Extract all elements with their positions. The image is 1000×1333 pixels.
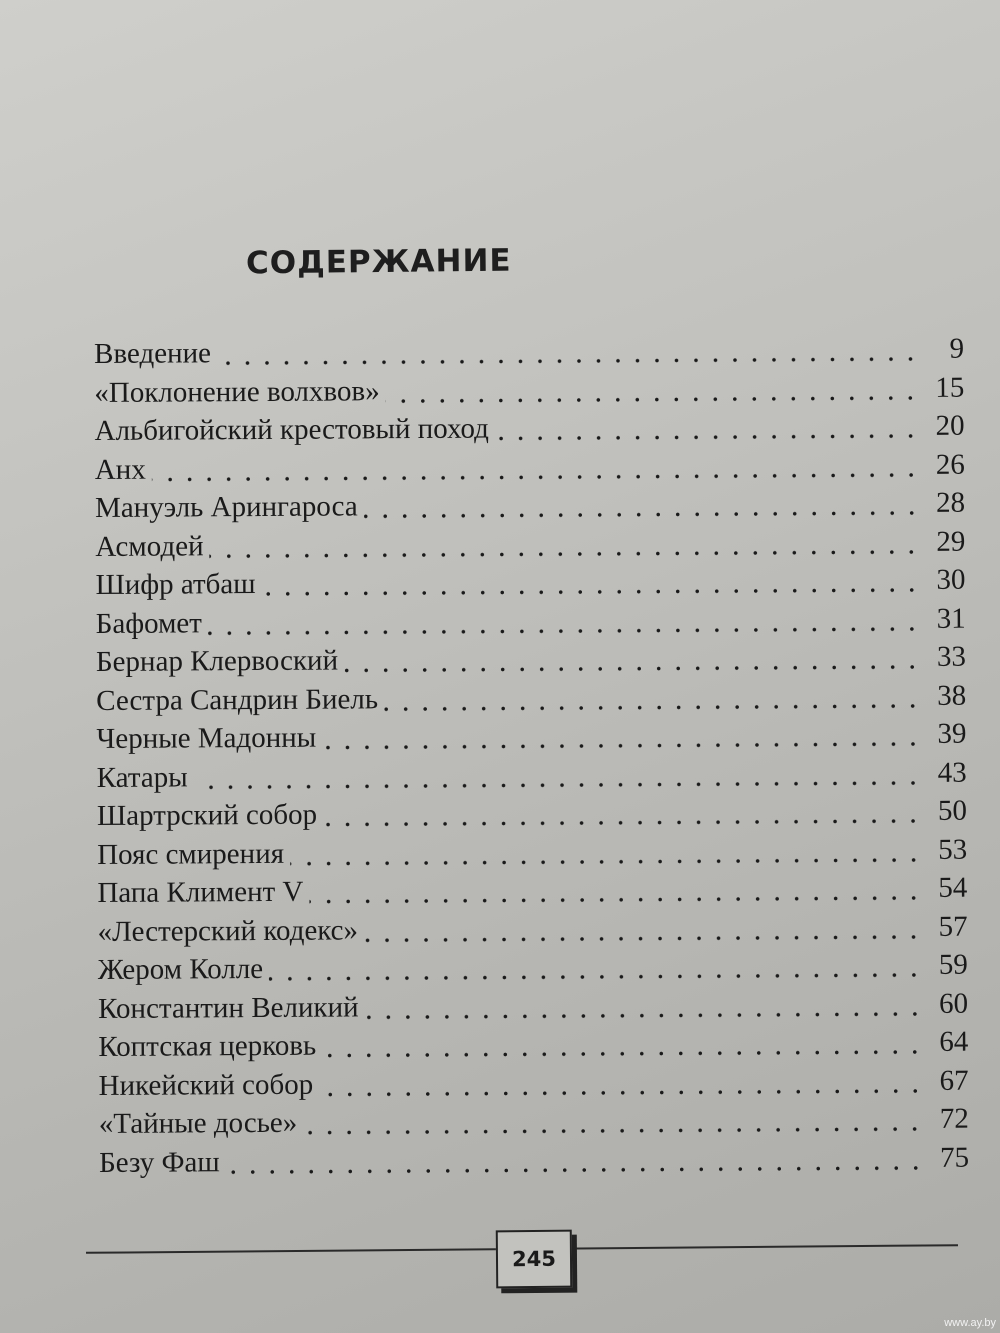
toc-leader-dots <box>386 395 921 404</box>
toc-leader-dots <box>319 1088 924 1098</box>
toc-entry-title: Папа Климент V <box>97 875 304 909</box>
toc-entry <box>98 1026 968 1070</box>
toc-entry <box>99 1103 969 1147</box>
toc-entry-title: Константин Великий <box>97 990 359 1025</box>
toc-entry-title: «Тайные досье» <box>98 1106 298 1140</box>
toc-leader-dots <box>322 741 922 751</box>
toc-entry <box>94 333 964 377</box>
toc-entry-page: 60 <box>938 987 969 1020</box>
toc-entry <box>95 448 965 492</box>
toc-entry-title: Введение <box>94 337 212 370</box>
toc-entry-title: Черные Мадонны <box>96 721 317 755</box>
toc-entry <box>97 795 967 839</box>
toc-entry-title: Асмодей <box>95 529 204 563</box>
toc-entry-page: 28 <box>935 486 966 519</box>
toc-leader-dots <box>344 664 922 674</box>
toc-leader-dots <box>262 587 922 597</box>
toc-leader-dots <box>226 1165 925 1175</box>
toc-entry-title: Мануэль Арингароса <box>94 490 358 524</box>
toc-entry-page: 15 <box>935 371 965 404</box>
toc-entry-page: 72 <box>939 1102 969 1135</box>
toc-entry-page: 75 <box>939 1141 970 1174</box>
toc-entry-page: 57 <box>938 910 968 943</box>
toc-entry <box>95 525 965 569</box>
toc-leader-dots <box>364 510 921 519</box>
toc-entry-page: 53 <box>938 833 968 866</box>
toc-entry-page: 54 <box>938 871 968 904</box>
page-number: 245 <box>511 1246 557 1272</box>
toc-leader-dots <box>217 356 920 366</box>
toc-entry-page: 33 <box>936 640 967 673</box>
toc-leader-dots <box>365 1011 925 1020</box>
page-number-box <box>496 1230 573 1289</box>
toc-entry-page: 38 <box>937 679 967 712</box>
toc-entry <box>94 371 964 415</box>
toc-entry-title: Жером Колле <box>97 952 264 986</box>
toc-entry-title: Катары <box>96 760 188 794</box>
toc-entry-title: «Поклонение волхвов» <box>94 374 380 409</box>
toc-entry <box>97 833 967 877</box>
toc-entry <box>96 602 966 646</box>
toc-entry-title: Пояс смирения <box>97 837 285 871</box>
toc-entry-title: Бернар Клервоский <box>95 644 339 678</box>
toc-entry-page: 20 <box>935 409 965 442</box>
toc-entry <box>98 910 968 954</box>
toc-entry-page: 67 <box>939 1064 969 1097</box>
toc-entry-page: 64 <box>939 1025 969 1058</box>
toc-entry-title: Шифр атбаш <box>95 568 256 601</box>
toc-entry <box>95 487 965 531</box>
toc-entry-title: Коптская церковь <box>98 1029 317 1063</box>
toc-entry <box>98 949 968 993</box>
toc-entry-page: 29 <box>936 525 966 558</box>
toc-entry-title: Никейский собор <box>98 1068 314 1102</box>
toc-entry-title: Сестра Сандрин Биель <box>96 682 379 717</box>
toc-entry <box>97 872 967 916</box>
toc-leader-dots <box>384 703 922 712</box>
toc-entry-page: 43 <box>937 756 967 789</box>
toc-entry-title: Альбигойский крестовый поход <box>94 412 489 447</box>
toc-entry-title: Бафомет <box>95 606 203 640</box>
toc-leader-dots <box>290 857 923 867</box>
toc-entry <box>96 679 966 723</box>
toc-leader-dots <box>495 433 921 442</box>
toc-leader-dots <box>210 549 922 559</box>
toc-entry-page: 59 <box>938 948 968 981</box>
toc-entry-page: 9 <box>949 332 965 365</box>
toc-leader-dots <box>364 934 924 943</box>
toc-entry <box>95 564 965 608</box>
toc-leader-dots <box>152 472 921 483</box>
toc-entry <box>98 987 968 1031</box>
toc-entry-page: 26 <box>935 448 965 481</box>
toc-leader-dots <box>323 818 923 828</box>
toc-entry <box>97 756 967 800</box>
toc-leader-dots <box>322 1049 924 1059</box>
toc-leader-dots <box>194 780 923 790</box>
toc-entry-page: 31 <box>936 602 966 635</box>
toc-leader-dots <box>269 972 924 982</box>
toc-leader-dots <box>303 1126 925 1136</box>
toc-entry-title: Шартрский собор <box>96 798 318 832</box>
toc-leader-dots <box>208 626 922 636</box>
toc-heading: СОДЕРЖАНИЕ <box>245 242 512 282</box>
toc-entry <box>96 641 966 685</box>
toc-entry <box>98 1064 968 1108</box>
toc-entry-page: 50 <box>937 794 968 827</box>
toc-entry <box>94 410 964 454</box>
toc-entry <box>96 718 966 762</box>
watermark: www.ay.by <box>944 1317 996 1329</box>
toc-entry-title: Безу Фаш <box>98 1145 220 1179</box>
toc-list <box>94 333 969 1185</box>
toc-leader-dots <box>309 895 923 905</box>
toc-entry-page: 39 <box>937 717 967 750</box>
toc-entry-title: Анх <box>94 453 146 486</box>
toc-entry <box>99 1141 969 1185</box>
toc-entry-page: 30 <box>936 563 966 596</box>
toc-entry-title: «Лестерский кодекс» <box>97 913 359 948</box>
